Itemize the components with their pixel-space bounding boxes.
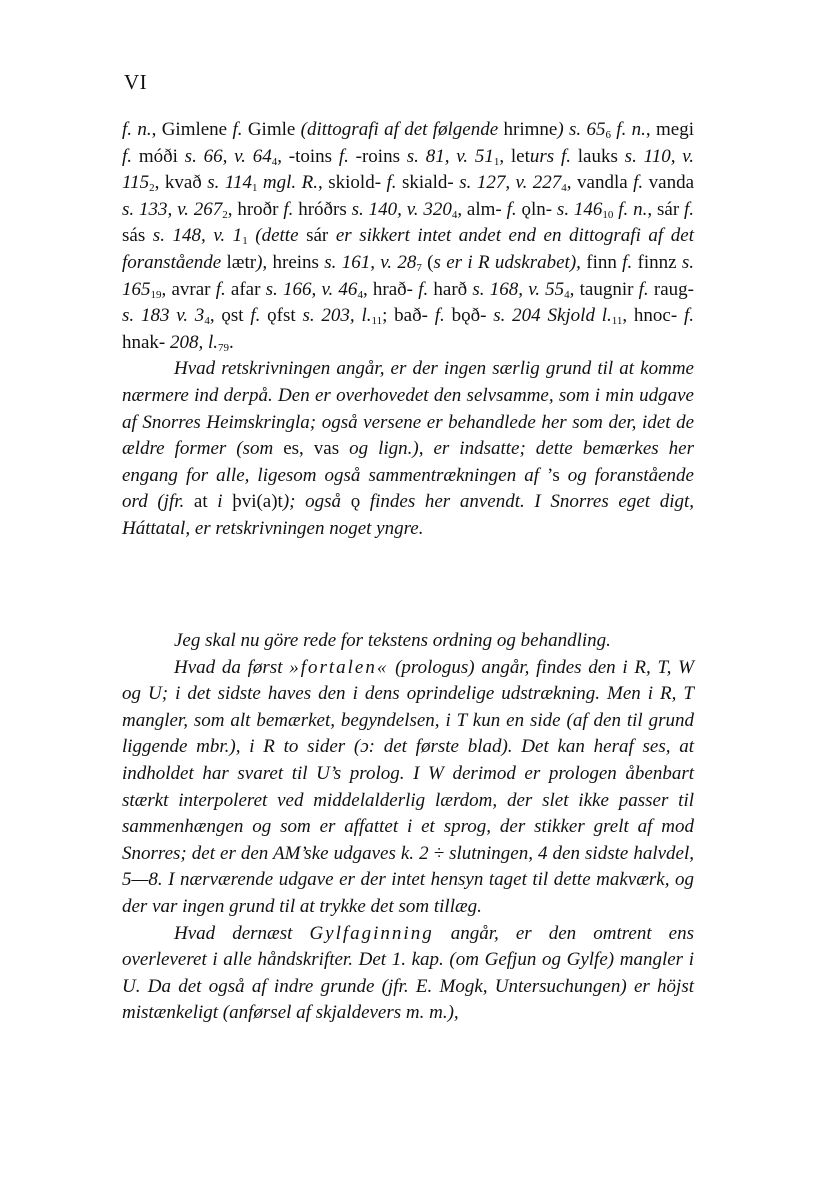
text-run: s. 140, v. 320 (351, 198, 452, 220)
subscript: 2 (149, 182, 155, 195)
text-run: ’s (539, 464, 568, 486)
text-run: Hvad retskrivningen angår, er der ingen særlig grund til at komme nærmere ind derpå. Den er overhovedet den selvsamme, som i min udgave af Snorres Heimskringla; også versene er behandlede her som der, idet de ældre former (som (122, 358, 694, 460)
text-run: og foranstående ord (jfr. (122, 464, 694, 513)
text-run: ǫ (341, 491, 370, 513)
text-run: s. 183 v. 3 (122, 305, 205, 327)
text-run: f. (338, 145, 349, 167)
text-run: , megi (645, 119, 694, 140)
text-run: 208, l. (170, 331, 219, 353)
text-run: skiald- (396, 172, 460, 194)
paragraph-prologue (122, 655, 694, 921)
text-run: bǫð- (444, 305, 494, 327)
text-run: s. 81, v. 51 (406, 145, 494, 167)
text-run: f. (215, 278, 226, 300)
text-run: , hnoc- (622, 305, 684, 327)
text-run: , Gimlene (151, 119, 233, 140)
text-run: f. n. (610, 119, 646, 140)
subscript: 19 (150, 288, 162, 301)
text-run: þvi(a)t (222, 491, 283, 513)
subscript: 4 (451, 208, 458, 221)
text-run: finnz (632, 251, 682, 273)
text-run: s. 114 (207, 172, 252, 194)
text-run: s. 166, v. 46 (265, 278, 358, 300)
paragraph-intro (122, 628, 694, 655)
text-run: er i R udskrabet), (446, 251, 581, 273)
text-run: Jeg skal nu göre rede for tekstens ordning og behandling. (174, 630, 611, 651)
text-run: s (433, 251, 441, 273)
text-run: , skiold- (318, 172, 387, 194)
subscript: 11 (611, 315, 623, 328)
text-run: (prologus) angår, findes den i R, T, W og U; i det sidste haves den i dens oprindelige udstrækning. Men i R, T mangler, som alt bemærket, begyndelsen, i T kun en side (af den til grund liggende mbr.), i R to sider (ɔ: det første blad). Det kan heraf ses, at indholdet har svaret til U’s prolog. I W derimod er prologen åbenbart stærkt interpoleret ved middelalderlig lærdom, der slet ikke passer til sammenhængen og som er affattet i et sprog, der stikker grelt af mod Snorres; det er den AM’ske udgaves k. 2 ÷ slutningen, 4 den sidste halvdel, 5—8. I nærværende udgave er der intet hensyn taget til dette makværk, og der var ingen grund til at trykke det som tillæg. (122, 656, 694, 917)
text-run: ; bað- (382, 305, 435, 327)
text-run: s. 133, v. 267 (122, 198, 223, 220)
text-run: , let (499, 145, 530, 167)
text-run: lætr (221, 251, 257, 273)
text-run: f. (560, 145, 571, 167)
text-run: Hvad dernæst (174, 922, 310, 944)
text-run: hrimne (498, 119, 558, 140)
subscript: 79 (218, 341, 230, 354)
text-run: , kvað (154, 172, 208, 194)
text-run: f. (250, 305, 261, 327)
text-run: afar (225, 278, 266, 300)
text-run: f. (622, 251, 633, 273)
subscript: 4 (561, 182, 567, 195)
text-run: ); også (282, 491, 342, 513)
text-run: Gylfaginning (309, 922, 434, 944)
text-run: og lign.), er indsatte; dette bemærkes her engang for alle, ligesom også sammentrækningen af (122, 438, 695, 486)
text-run: hreins (267, 251, 325, 273)
text-block-1 (122, 117, 694, 543)
text-run: hnak- (122, 331, 171, 353)
text-run: f. (633, 172, 644, 194)
text-run: vanda (643, 172, 695, 194)
paragraph-variant-readings (122, 117, 694, 356)
text-run: ) s. 65 (557, 119, 606, 140)
text-run: f. (122, 145, 133, 167)
text-run: s. 146 (556, 198, 603, 220)
subscript: 4 (357, 288, 363, 301)
text-run: Gimle (242, 119, 301, 140)
text-run: f. (232, 119, 243, 140)
text-run: f. (638, 278, 649, 300)
text-run: , hroðr (227, 198, 284, 220)
text-run: angår, er den omtrent ens overleveret i alle håndskrifter. Det 1. kap. (om Gefjun og Gylfe) mangler i U. Da det også af indre grunde (jfr. E. Mogk, Untersuchungen) er höjst mistænkeligt (anførsel af skjaldevers m. m.), (122, 922, 695, 1024)
text-run: f. (684, 198, 695, 220)
text-run: er sikkert intet andet end en dittografi af det foranstående (122, 225, 694, 273)
subscript: 4 (271, 155, 278, 168)
text-run: , vandla (566, 172, 634, 194)
text-run: , alm- (457, 198, 507, 220)
subscript: 1 (242, 235, 248, 248)
text-run: findes her anvendt. I Snorres eget digt, Háttatal, er retskrivningen noget yngre. (122, 491, 694, 539)
text-run: , sár (647, 198, 685, 220)
text-run: -roins (348, 145, 407, 167)
text-run: s. 165 (122, 251, 695, 300)
subscript: 2 (222, 208, 228, 221)
text-run: . (229, 331, 234, 353)
text-run: s. 204 Skjold l. (493, 305, 612, 327)
text-run: »fortalen« (289, 656, 389, 678)
text-run: s. 148, v. 1 (152, 225, 243, 247)
paragraph-gylfaginning (122, 921, 694, 1027)
text-run: f. (283, 198, 294, 220)
paragraph-orthography (122, 356, 694, 542)
text-run: s. 161, v. 28 (324, 251, 417, 273)
text-run: ǫfst (260, 305, 303, 327)
text-run: , ǫst (209, 305, 251, 327)
text-run: , avrar (161, 278, 216, 300)
text-run (554, 146, 561, 167)
text-block-2 (122, 628, 694, 1027)
text-run: f. (683, 305, 695, 327)
text-run: f. (434, 305, 445, 327)
text-run: harð (428, 278, 473, 300)
text-run: urs (529, 145, 555, 167)
page-number: VI (124, 70, 148, 94)
text-run: raug- (648, 278, 694, 300)
text-run: i (217, 491, 223, 513)
text-run: mgl. R. (257, 172, 319, 194)
text-run: lauks (570, 145, 625, 167)
text-run: s. 203, l. (302, 305, 372, 327)
text-run: s. 66, v. 64 (184, 145, 272, 167)
subscript: 1 (251, 182, 258, 195)
text-run: ( (421, 251, 434, 273)
text-run: f. n. (122, 119, 152, 140)
subscript: 4 (564, 288, 570, 301)
text-run: ), (256, 251, 268, 273)
subscript: 4 (204, 315, 210, 328)
text-run: , taugnir (569, 278, 639, 300)
text-run: f. (418, 278, 429, 300)
subscript: 1 (493, 155, 500, 168)
text-run: sás (122, 225, 153, 247)
text-run: es, vas (273, 438, 350, 460)
text-run: at (184, 491, 218, 513)
text-run: f. (506, 198, 517, 220)
subscript: 7 (416, 261, 422, 274)
subscript: 10 (602, 208, 614, 221)
text-run: s. 110, v. 115 (122, 145, 695, 194)
text-run: , hrað- (362, 278, 419, 300)
text-run: s. 127, v. 227 (459, 172, 562, 194)
subscript: 6 (605, 129, 611, 141)
text-run: hróðrs (293, 198, 352, 220)
text-run: ǫln- (516, 198, 557, 220)
text-run: (dette (247, 225, 299, 247)
subscript: 11 (371, 315, 383, 328)
text-run: f. (386, 172, 397, 194)
text-run: , -toins (277, 145, 339, 167)
text-run: móði (132, 145, 185, 167)
text-run: Hvad da først (174, 656, 290, 678)
text-run: sár (298, 225, 336, 247)
text-run: s. 168, v. 55 (472, 278, 565, 300)
text-run: finn (580, 251, 623, 273)
text-run: f. n. (613, 198, 648, 220)
text-run: (dittografi af det følgende (300, 119, 499, 140)
